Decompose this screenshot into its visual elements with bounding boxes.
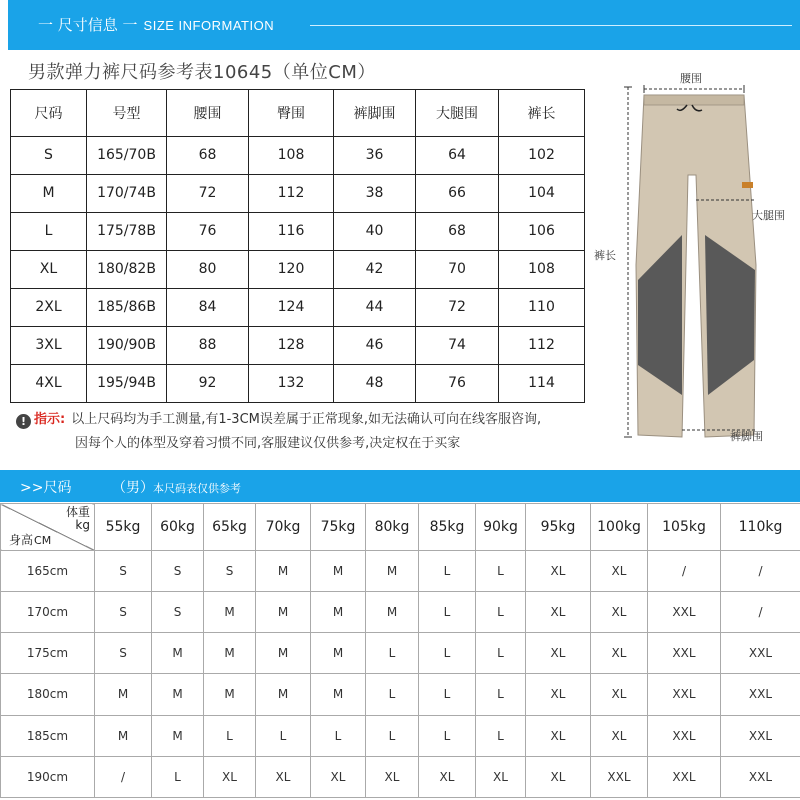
- size-cell: M: [256, 633, 311, 674]
- size-cell: XL: [419, 756, 476, 797]
- size-cell: L: [366, 633, 419, 674]
- size-cell: L: [476, 591, 526, 632]
- header-banner: [8, 0, 800, 50]
- size-cell: XXL: [721, 633, 800, 674]
- weight-header-cell: 85kg: [419, 504, 476, 551]
- size-cell: L: [256, 715, 311, 756]
- size-table-cell: 40: [334, 212, 416, 250]
- size-table-cell: 180/82B: [87, 250, 167, 288]
- height-cell: 185cm: [1, 715, 95, 756]
- size-table-header-cell: 裤脚围: [334, 90, 416, 137]
- size-cell: XL: [204, 756, 256, 797]
- size-table-cell: 102: [499, 136, 585, 174]
- size-cell: XXL: [721, 715, 800, 756]
- size-table-cell: 112: [499, 326, 585, 364]
- size-table-cell: 132: [249, 364, 334, 402]
- height-cell: 175cm: [1, 633, 95, 674]
- size-table-row: [11, 212, 585, 250]
- size-cell: /: [721, 591, 800, 632]
- size-cell: M: [152, 633, 204, 674]
- size-table-cell: 4XL: [11, 364, 87, 402]
- size-table-header-cell: 腰围: [167, 90, 249, 137]
- size-table-header-cell: 号型: [87, 90, 167, 137]
- size-table-cell: 128: [249, 326, 334, 364]
- size-cell: L: [476, 633, 526, 674]
- size-cell: L: [311, 715, 366, 756]
- size-cell: XXL: [648, 633, 721, 674]
- size-cell: XL: [526, 674, 591, 715]
- size-table-cell: 48: [334, 364, 416, 402]
- height-cell: 180cm: [1, 674, 95, 715]
- size-table-row: [11, 326, 585, 364]
- size-table-cell: 72: [167, 174, 249, 212]
- rec-header-row: [1, 504, 800, 551]
- weight-header-cell: 110kg: [721, 504, 800, 551]
- banner-title: [38, 14, 274, 35]
- size-table-cell: 70: [416, 250, 499, 288]
- size-cell: M: [152, 674, 204, 715]
- size-cell: XL: [591, 715, 648, 756]
- size-cell: M: [311, 674, 366, 715]
- size-table-cell: 66: [416, 174, 499, 212]
- size-table-cell: 44: [334, 288, 416, 326]
- size-cell: M: [366, 591, 419, 632]
- size-cell: S: [204, 550, 256, 591]
- size-table-cell: L: [11, 212, 87, 250]
- size-cell: XXL: [721, 674, 800, 715]
- waist-label: 腰围: [680, 72, 702, 85]
- size-cell: M: [256, 591, 311, 632]
- note-text-1: 以上尺码均为手工测量,有1-3CM误差属于正常现象,如无法确认可向在线客服咨询,: [71, 412, 542, 427]
- size-cell: XXL: [648, 756, 721, 797]
- rec-bar-gender: （男）: [112, 480, 154, 496]
- size-cell: L: [419, 715, 476, 756]
- thigh-label: 大腿围: [752, 209, 785, 222]
- size-recommendation-table: [0, 503, 800, 798]
- warning-icon: !: [16, 414, 31, 429]
- size-cell: S: [152, 550, 204, 591]
- waistband: [644, 95, 744, 105]
- pants-measurement-diagram: [592, 65, 797, 465]
- size-cell: M: [95, 715, 152, 756]
- size-cell: /: [648, 550, 721, 591]
- size-table-cell: 170/74B: [87, 174, 167, 212]
- size-cell: M: [256, 550, 311, 591]
- size-table: [10, 89, 585, 403]
- size-table-cell: 46: [334, 326, 416, 364]
- size-table-cell: 38: [334, 174, 416, 212]
- banner-rule: [310, 25, 792, 26]
- size-table-cell: M: [11, 174, 87, 212]
- size-cell: XL: [476, 756, 526, 797]
- rec-bar-prefix: >>尺码: [20, 480, 72, 496]
- size-table-cell: 80: [167, 250, 249, 288]
- size-cell: XXL: [648, 674, 721, 715]
- size-table-cell: 74: [416, 326, 499, 364]
- size-table-cell: 124: [249, 288, 334, 326]
- size-cell: M: [204, 633, 256, 674]
- size-cell: M: [311, 591, 366, 632]
- size-cell: /: [95, 756, 152, 797]
- size-cell: M: [311, 550, 366, 591]
- size-table-row: [11, 174, 585, 212]
- rec-table-row: [1, 633, 800, 674]
- size-cell: XL: [591, 550, 648, 591]
- hem-label: 裤脚围: [730, 430, 763, 443]
- size-cell: L: [366, 715, 419, 756]
- size-cell: XL: [526, 756, 591, 797]
- size-table-cell: 42: [334, 250, 416, 288]
- size-table-cell: 2XL: [11, 288, 87, 326]
- size-table-header-cell: 尺码: [11, 90, 87, 137]
- size-table-cell: 112: [249, 174, 334, 212]
- size-cell: XL: [591, 591, 648, 632]
- weight-header-cell: 75kg: [311, 504, 366, 551]
- note-line-1: [16, 408, 586, 432]
- size-table-cell: 76: [416, 364, 499, 402]
- size-table-cell: S: [11, 136, 87, 174]
- size-table-cell: 84: [167, 288, 249, 326]
- size-table-cell: 195/94B: [87, 364, 167, 402]
- rec-table-row: [1, 674, 800, 715]
- rec-table-row: [1, 591, 800, 632]
- weight-header-cell: 80kg: [366, 504, 419, 551]
- size-cell: XL: [591, 674, 648, 715]
- size-table-row: [11, 288, 585, 326]
- size-cell: S: [95, 633, 152, 674]
- weight-header-cell: 100kg: [591, 504, 648, 551]
- rec-table-row: [1, 550, 800, 591]
- size-cell: XXL: [721, 756, 800, 797]
- size-cell: M: [152, 715, 204, 756]
- size-table-cell: 108: [499, 250, 585, 288]
- weight-header-cell: 60kg: [152, 504, 204, 551]
- logo-patch: [742, 182, 753, 188]
- size-table-cell: 165/70B: [87, 136, 167, 174]
- size-table-cell: 92: [167, 364, 249, 402]
- weight-header-cell: 55kg: [95, 504, 152, 551]
- size-table-cell: 175/78B: [87, 212, 167, 250]
- size-cell: M: [366, 550, 419, 591]
- size-table-cell: 64: [416, 136, 499, 174]
- size-table-header-cell: 臀围: [249, 90, 334, 137]
- size-cell: XL: [366, 756, 419, 797]
- height-cell: 190cm: [1, 756, 95, 797]
- size-cell: XL: [526, 591, 591, 632]
- size-table-cell: 76: [167, 212, 249, 250]
- size-table-row: [11, 364, 585, 402]
- size-cell: S: [95, 591, 152, 632]
- size-cell: L: [419, 633, 476, 674]
- rec-table-row: [1, 715, 800, 756]
- size-cell: L: [152, 756, 204, 797]
- banner-title-cn: 一 尺寸信息 一: [38, 16, 138, 34]
- size-cell: L: [476, 550, 526, 591]
- size-cell: XL: [526, 715, 591, 756]
- size-table-cell: XL: [11, 250, 87, 288]
- weight-header-cell: 95kg: [526, 504, 591, 551]
- size-table-row: [11, 250, 585, 288]
- size-table-cell: 114: [499, 364, 585, 402]
- rec-bar-note: 本尺码表仅供参考: [153, 482, 241, 495]
- weight-header-cell: 90kg: [476, 504, 526, 551]
- size-cell: M: [204, 674, 256, 715]
- size-cell: L: [419, 550, 476, 591]
- size-table-cell: 104: [499, 174, 585, 212]
- size-table-header-row: [11, 90, 585, 137]
- size-table-cell: 108: [249, 136, 334, 174]
- size-cell: XL: [256, 756, 311, 797]
- size-cell: M: [311, 633, 366, 674]
- weight-header-cell: 105kg: [648, 504, 721, 551]
- size-cell: XXL: [591, 756, 648, 797]
- measurement-note: [16, 408, 586, 456]
- size-cell: L: [476, 674, 526, 715]
- size-cell: /: [721, 550, 800, 591]
- size-cell: L: [419, 591, 476, 632]
- size-table-cell: 68: [167, 136, 249, 174]
- size-cell: XXL: [648, 715, 721, 756]
- size-cell: M: [95, 674, 152, 715]
- size-table-cell: 36: [334, 136, 416, 174]
- weight-header-cell: 70kg: [256, 504, 311, 551]
- size-table-cell: 3XL: [11, 326, 87, 364]
- pants-illustration: [592, 65, 797, 465]
- size-cell: S: [95, 550, 152, 591]
- rec-table-row: [1, 756, 800, 797]
- size-cell: L: [476, 715, 526, 756]
- corner-weight: 体重 kg: [65, 505, 90, 532]
- recommendation-bar: [0, 470, 800, 502]
- banner-title-en: SIZE INFORMATION: [143, 18, 275, 33]
- corner-cell: [1, 504, 95, 551]
- size-table-row: [11, 136, 585, 174]
- size-cell: L: [204, 715, 256, 756]
- size-table-cell: 116: [249, 212, 334, 250]
- size-table-cell: 120: [249, 250, 334, 288]
- size-table-cell: 88: [167, 326, 249, 364]
- note-label: 指示:: [34, 412, 66, 427]
- size-cell: M: [256, 674, 311, 715]
- height-cell: 165cm: [1, 550, 95, 591]
- size-table-cell: 68: [416, 212, 499, 250]
- size-cell: XXL: [648, 591, 721, 632]
- size-cell: S: [152, 591, 204, 632]
- size-cell: L: [419, 674, 476, 715]
- weight-header-cell: 65kg: [204, 504, 256, 551]
- length-label: 裤长: [594, 249, 616, 262]
- size-table-title: 男款弹力裤尺码参考表10645（单位CM）: [28, 62, 376, 83]
- size-table-header-cell: 大腿围: [416, 90, 499, 137]
- size-table-cell: 185/86B: [87, 288, 167, 326]
- size-cell: XL: [591, 633, 648, 674]
- size-table-header-cell: 裤长: [499, 90, 585, 137]
- height-cell: 170cm: [1, 591, 95, 632]
- size-cell: XL: [526, 633, 591, 674]
- note-line-2: [16, 432, 586, 456]
- size-table-cell: 72: [416, 288, 499, 326]
- note-text-2: 因每个人的体型及穿着习惯不同,客服建议仅供参考,决定权在于买家: [75, 436, 461, 451]
- size-table-cell: 190/90B: [87, 326, 167, 364]
- size-table-cell: 106: [499, 212, 585, 250]
- corner-height: 身高CM: [9, 532, 52, 547]
- size-cell: XL: [311, 756, 366, 797]
- size-cell: M: [204, 591, 256, 632]
- size-cell: L: [366, 674, 419, 715]
- size-cell: XL: [526, 550, 591, 591]
- size-table-cell: 110: [499, 288, 585, 326]
